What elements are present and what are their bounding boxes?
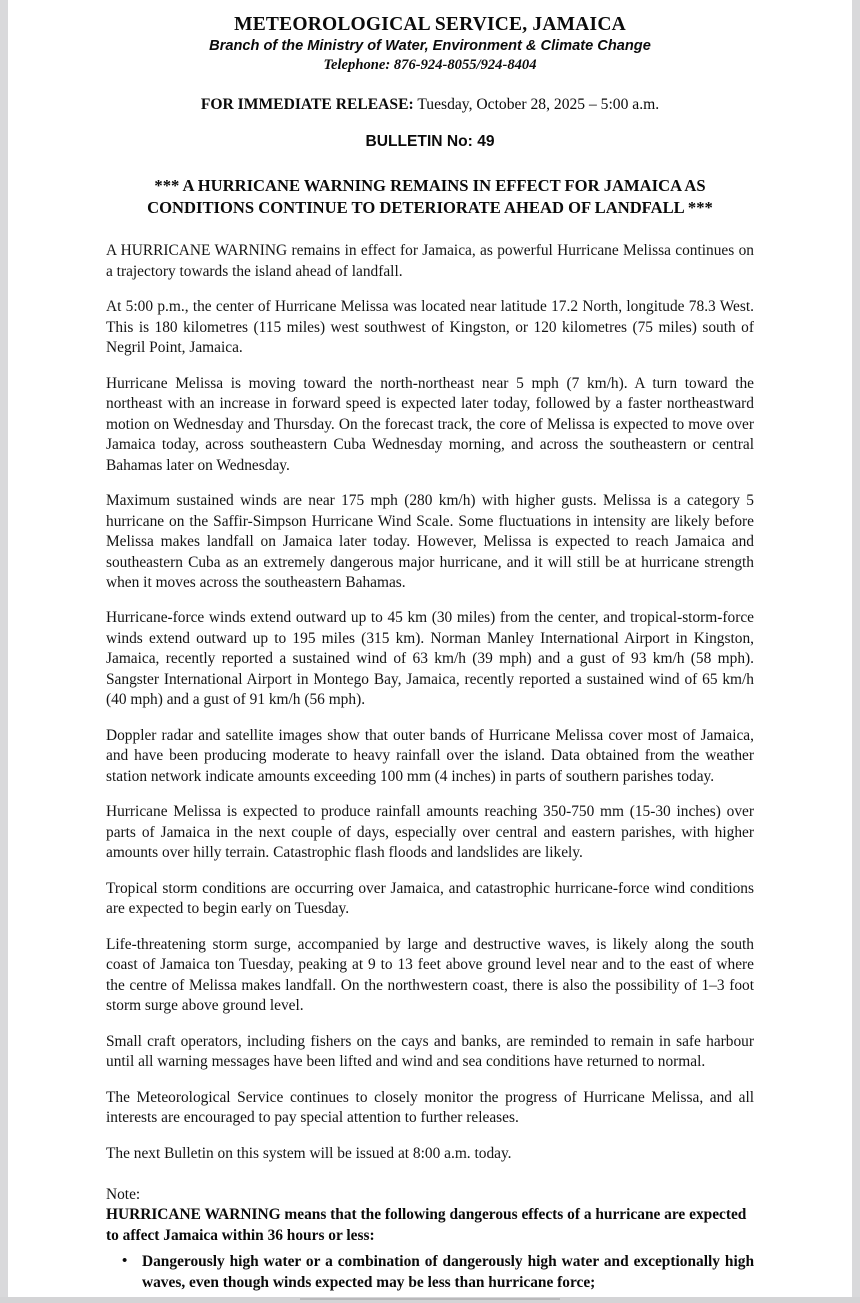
telephone-line: Telephone: 876-924-8055/924-8404 bbox=[323, 56, 537, 73]
note-definition: HURRICANE WARNING means that the following dangerous effects of a hurricane are expected to affect Jamaica within 36 hours or less: bbox=[106, 1206, 747, 1244]
paragraph: At 5:00 p.m., the center of Hurricane Melissa was located near latitude 17.2 North, longitude 78.3 West. This is 180 kilometres (115 miles) west southwest of Kingston, or 120 kilometres (75 miles) south of Negril Point, Jamaica. bbox=[106, 298, 754, 357]
headline: *** A HURRICANE WARNING REMAINS IN EFFECT FOR JAMAICA AS CONDITIONS CONTINUE TO DETERIORATE AHEAD OF LANDFALL *** bbox=[147, 176, 713, 218]
list-item: • Dangerously high water or a combination of dangerously high water and exceptionally high waves, even though winds expected may be less than hurricane force; bbox=[142, 1252, 754, 1293]
paragraph: Tropical storm conditions are occurring over Jamaica, and catastrophic hurricane-force wind conditions are expected to begin early on Tuesday. bbox=[106, 879, 754, 918]
paragraph: Doppler radar and satellite images show that outer bands of Hurricane Melissa cover most of Jamaica, and have been producing moderate to heavy rainfall over the island. Data obtained from the weather station network indicate amounts exceeding 100 mm (4 inches) in parts of southern parishes today. bbox=[106, 726, 754, 785]
paragraph: Life-threatening storm surge, accompanied by large and destructive waves, is likely along the south coast of Jamaica ton Tuesday, peaking at 9 to 13 feet above ground level near and to the east of where the centre of Melissa makes landfall. On the northwestern coast, there is also the possibility of 1–3 foot storm surge above ground level. bbox=[106, 935, 754, 1015]
note-list bbox=[106, 1252, 754, 1293]
bulletin-number: BULLETIN No: 49 bbox=[365, 133, 495, 151]
release-line bbox=[106, 96, 754, 114]
branch-subtitle: Branch of the Ministry of Water, Environment & Climate Change bbox=[209, 38, 651, 55]
paragraph: Hurricane-force winds extend outward up to 45 km (30 miles) from the center, and tropical-storm-force winds extend outward up to 195 miles (315 km). Norman Manley International Airport in Kingston, Jamaica, recently reported a sustained wind of 63 km/h (39 mph) and a gust of 93 km/h (58 mph). Sangster International Airport in Montego Bay, Jamaica, recently reported a sustained wind of 65 km/h (40 mph) and a gust of 91 km/h (56 mph). bbox=[106, 609, 754, 709]
release-datetime: Tuesday, October 28, 2025 – 5:00 a.m. bbox=[413, 96, 660, 114]
organization-title: METEOROLOGICAL SERVICE, JAMAICA bbox=[234, 14, 626, 35]
paragraph: Hurricane Melissa is expected to produce rainfall amounts reaching 350-750 mm (15-30 inches) over parts of Jamaica in the next couple of days, especially over central and eastern parishes, with higher amounts over hilly terrain. Catastrophic flash floods and landslides are likely. bbox=[106, 803, 754, 862]
note-label: Note: bbox=[106, 1186, 141, 1204]
paragraph: Maximum sustained winds are near 175 mph (280 km/h) with higher gusts. Melissa is a category 5 hurricane on the Saffir-Simpson Hurricane Wind Scale. Some fluctuations in intensity are likely before Melissa makes landfall on Jamaica later today. However, Melissa is expected to reach Jamaica and southeastern Cuba as an extremely dangerous major hurricane, and it will still be at hurricane strength when it moves across the southeastern Bahamas. bbox=[106, 492, 754, 591]
paragraph: A HURRICANE WARNING remains in effect for Jamaica, as powerful Hurricane Melissa continues on a trajectory towards the island ahead of landfall. bbox=[106, 242, 754, 280]
paragraph: The Meteorological Service continues to closely monitor the progress of Hurricane Melissa, and all interests are encouraged to pay special attention to further releases. bbox=[106, 1088, 754, 1127]
paragraph: Small craft operators, including fishers on the cays and banks, are reminded to remain in safe harbour until all warning messages have been lifted and wind and sea conditions have returned to normal. bbox=[106, 1032, 754, 1071]
release-label: FOR IMMEDIATE RELEASE: bbox=[200, 96, 414, 114]
paragraph: Hurricane Melissa is moving toward the north-northeast near 5 mph (7 km/h). A turn toward the northeast with an increase in forward speed is expected later today, followed by a faster northeastward motion on Wednesday and Thursday. On the forecast track, the core of Melissa is expected to move over Jamaica today, across southeastern Cuba Wednesday morning, and across the southeastern or central Bahamas later on Wednesday. bbox=[106, 374, 754, 474]
bulletin-sheet bbox=[8, 0, 852, 1303]
page-bottom-divider bbox=[0, 1297, 860, 1303]
paragraph: The next Bulletin on this system will be issued at 8:00 a.m. today. bbox=[106, 1144, 512, 1162]
